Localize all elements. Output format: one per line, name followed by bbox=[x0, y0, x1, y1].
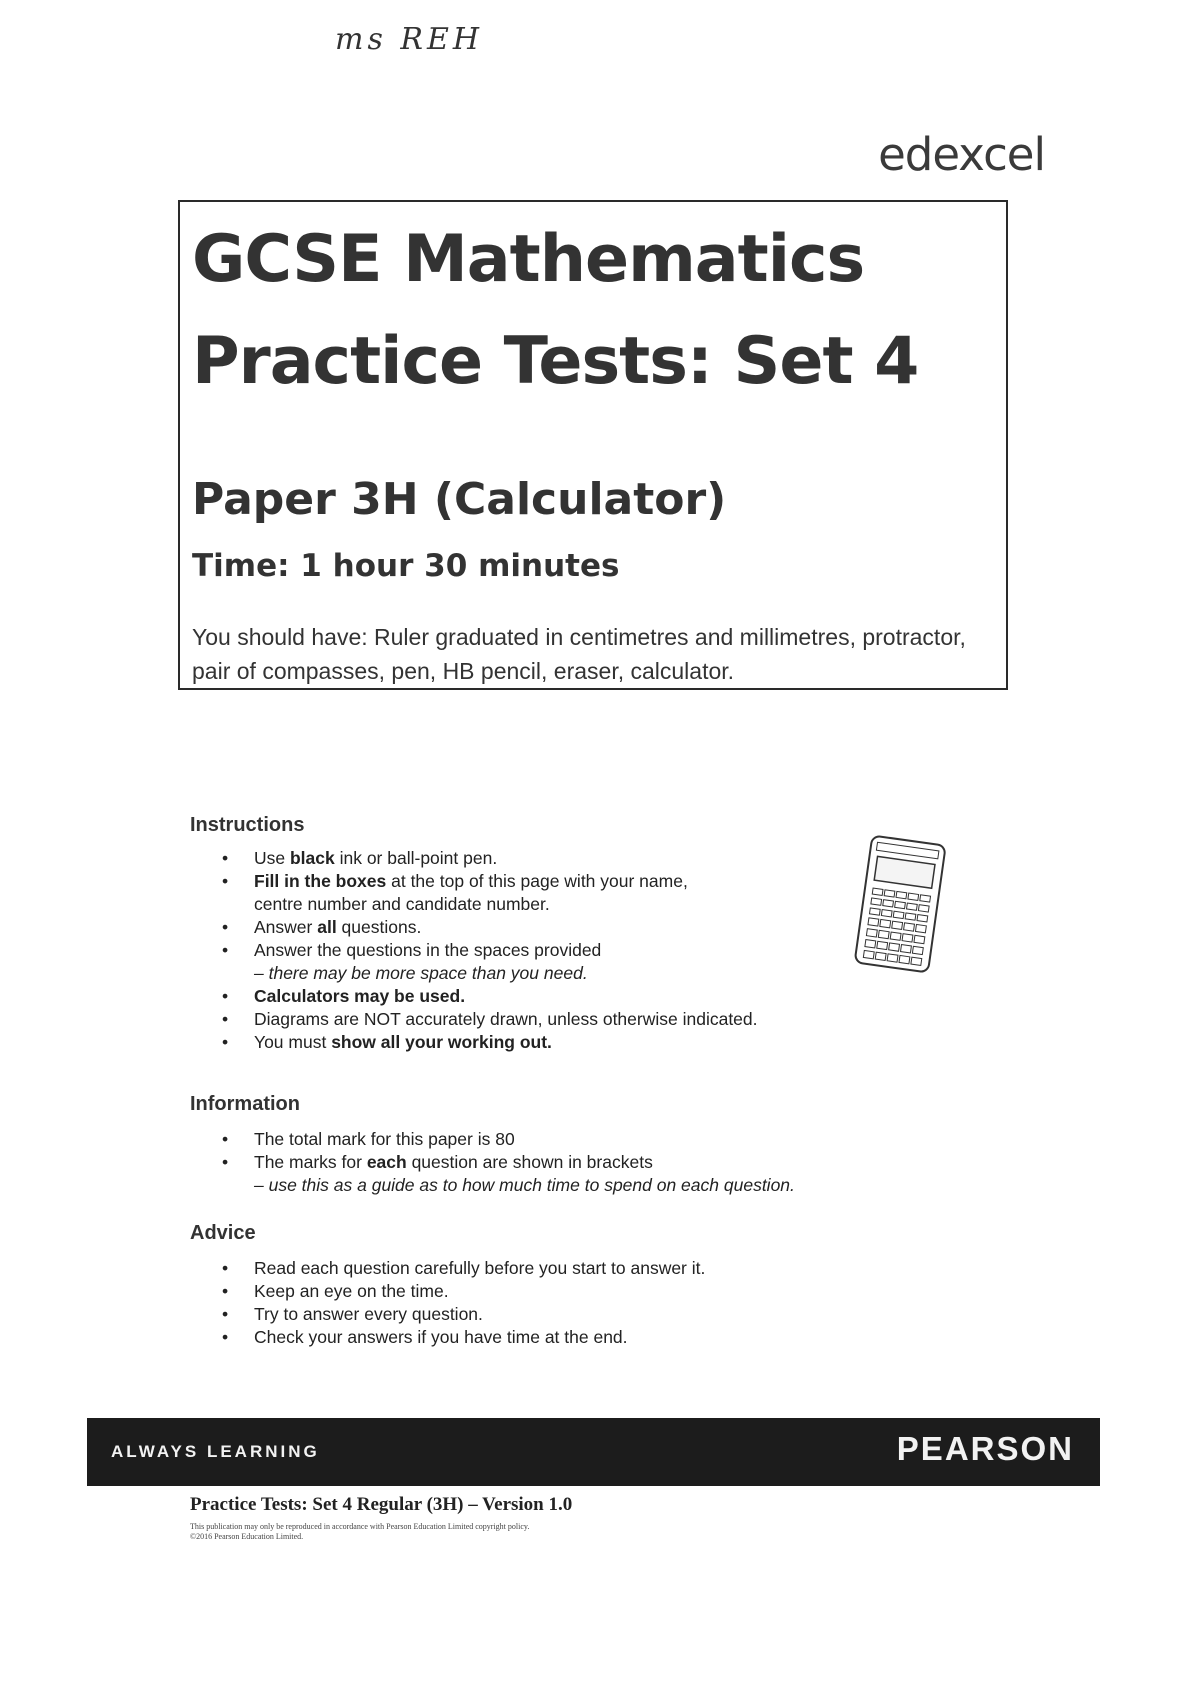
version-line: Practice Tests: Set 4 Regular (3H) – Version 1.0 bbox=[190, 1494, 573, 1515]
advice-list bbox=[190, 1257, 705, 1349]
list-item-text: Answer the questions in the spaces provided bbox=[254, 940, 602, 960]
calculator-icon bbox=[845, 830, 955, 980]
list-item bbox=[190, 1280, 705, 1303]
list-item bbox=[190, 1031, 758, 1054]
information-list bbox=[190, 1128, 795, 1197]
edexcel-logo: edexcel bbox=[878, 128, 1045, 181]
list-item-text: all bbox=[317, 917, 337, 937]
exam-time: Time: 1 hour 30 minutes bbox=[192, 548, 620, 584]
cover-title-box bbox=[178, 200, 1008, 690]
list-item-text: centre number and candidate number. bbox=[254, 894, 550, 914]
list-item bbox=[190, 939, 758, 985]
list-item-text: Answer bbox=[254, 917, 318, 937]
list-item-text: black bbox=[289, 848, 335, 868]
equipment-list: You should have: Ruler graduated in centimetres and millimetres, protractor, pair of compasses, pen, HB pencil, eraser, calculator. bbox=[192, 624, 966, 684]
list-item-text: Keep an eye on the time. bbox=[254, 1281, 449, 1301]
instructions-heading: Instructions bbox=[190, 814, 305, 836]
list-item-text: questions. bbox=[336, 917, 422, 937]
list-item bbox=[190, 1326, 705, 1349]
copyright-policy: This publication may only be reproduced in accordance with Pearson Education Limited copyright policy. bbox=[190, 1522, 530, 1531]
list-item-text: at the top of this page with your name, bbox=[386, 871, 688, 891]
list-item-text: each bbox=[366, 1152, 407, 1172]
list-item-text: Check your answers if you have time at the end. bbox=[254, 1327, 628, 1347]
list-item-text: Calculators may be used. bbox=[254, 986, 466, 1006]
list-item-text: Use bbox=[254, 848, 290, 868]
paper-title: Paper 3H (Calculator) bbox=[192, 474, 727, 525]
list-item bbox=[190, 985, 758, 1008]
list-item bbox=[190, 847, 758, 870]
handwritten-annotation: ms REH bbox=[335, 22, 484, 57]
list-item-text: The total mark for this paper is 80 bbox=[254, 1129, 515, 1149]
list-item-text: – there may be more space than you need. bbox=[254, 963, 588, 983]
list-item-text: Read each question carefully before you start to answer it. bbox=[254, 1258, 706, 1278]
list-item-text: Try to answer every question. bbox=[254, 1304, 483, 1324]
copyright-notice: ©2016 Pearson Education Limited. bbox=[190, 1532, 304, 1541]
list-item-text: show all your working out. bbox=[331, 1032, 552, 1052]
list-item bbox=[190, 1303, 705, 1326]
list-item bbox=[190, 1257, 705, 1280]
list-item bbox=[190, 916, 758, 939]
list-item-text: The marks for bbox=[254, 1152, 367, 1172]
list-item-text: – use this as a guide as to how much time to spend on each question. bbox=[254, 1175, 795, 1195]
list-item bbox=[190, 870, 758, 916]
advice-heading: Advice bbox=[190, 1222, 256, 1244]
always-learning-tagline: ALWAYS LEARNING bbox=[111, 1442, 320, 1461]
title-line-2: Practice Tests: Set 4 bbox=[192, 324, 919, 399]
list-item-text: You must bbox=[254, 1032, 332, 1052]
pearson-logo: PEARSON bbox=[896, 1430, 1074, 1467]
list-item bbox=[190, 1008, 758, 1031]
list-item-text: Fill in the boxes bbox=[254, 871, 387, 891]
footer-bar bbox=[87, 1418, 1100, 1486]
list-item-text: question are shown in brackets bbox=[406, 1152, 653, 1172]
title-line-1: GCSE Mathematics bbox=[192, 222, 865, 297]
list-item-text: Diagrams are NOT accurately drawn, unless otherwise indicated. bbox=[254, 1009, 758, 1029]
information-heading: Information bbox=[190, 1093, 300, 1115]
instructions-list bbox=[190, 847, 758, 1054]
list-item-text: ink or ball-point pen. bbox=[334, 848, 498, 868]
list-item bbox=[190, 1128, 795, 1151]
list-item bbox=[190, 1151, 795, 1197]
